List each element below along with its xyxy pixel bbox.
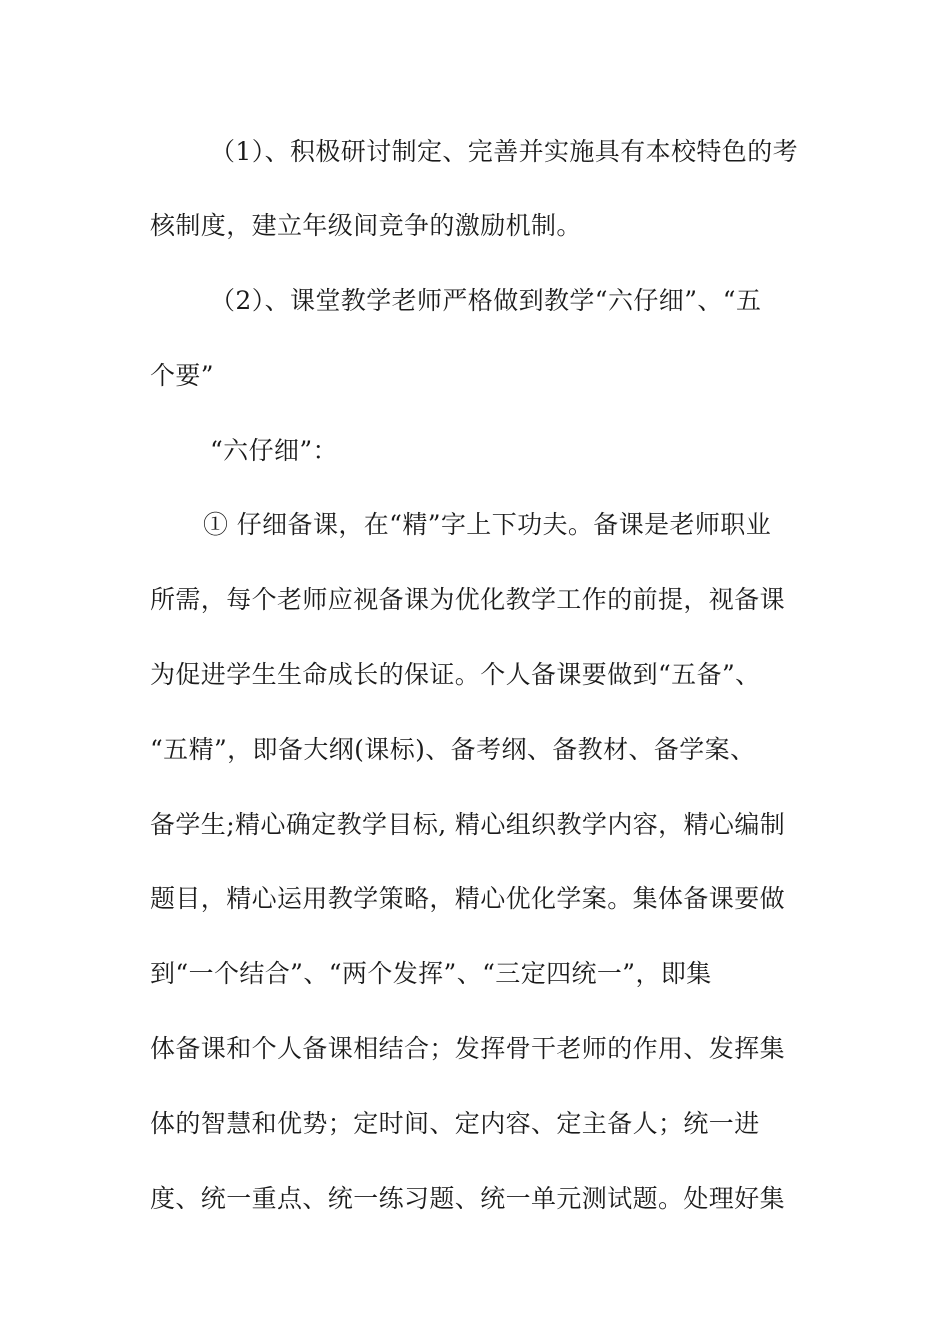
paragraph-3-line-4: “五精”，即备大纲(课标)、备考纲、备教材、备学案、 [150,735,756,764]
paragraph-1-line-1: （1）、积极研讨制定、完善并实施具有本校特色的考 [210,137,799,166]
subheading-six-carefulness: “六仔细”： [210,436,338,465]
paragraph-2-line-2: 个要” [150,361,214,390]
paragraph-3-line-1: ① 仔细备课，在“精”字上下功夫。备课是老师职业 [203,510,772,539]
paragraph-3-line-10: 度、统一重点、统一练习题、统一单元测试题。处理好集 [150,1184,786,1213]
paragraph-2-line-1: （2）、课堂教学老师严格做到教学“六仔细”、“五 [210,286,762,315]
paragraph-3-line-2: 所需，每个老师应视备课为优化教学工作的前提，视备课 [150,585,786,614]
paragraph-3-line-6: 题目，精心运用教学策略，精心优化学案。集体备课要做 [150,884,786,913]
paragraph-3-line-5: 备学生;精心确定教学目标, 精心组织教学内容，精心编制 [150,810,786,839]
paragraph-3-line-8: 体备课和个人备课相结合；发挥骨干老师的作用、发挥集 [150,1034,786,1063]
paragraph-1-line-2: 核制度，建立年级间竞争的激励机制。 [150,211,582,240]
paragraph-3-line-7: 到“一个结合”、“两个发挥”、“三定四统一”，即集 [150,959,712,988]
paragraph-3-line-3: 为促进学生生命成长的保证。个人备课要做到“五备”、 [150,660,761,689]
paragraph-3-line-9: 体的智慧和优势；定时间、定内容、定主备人；统一进 [150,1109,760,1138]
